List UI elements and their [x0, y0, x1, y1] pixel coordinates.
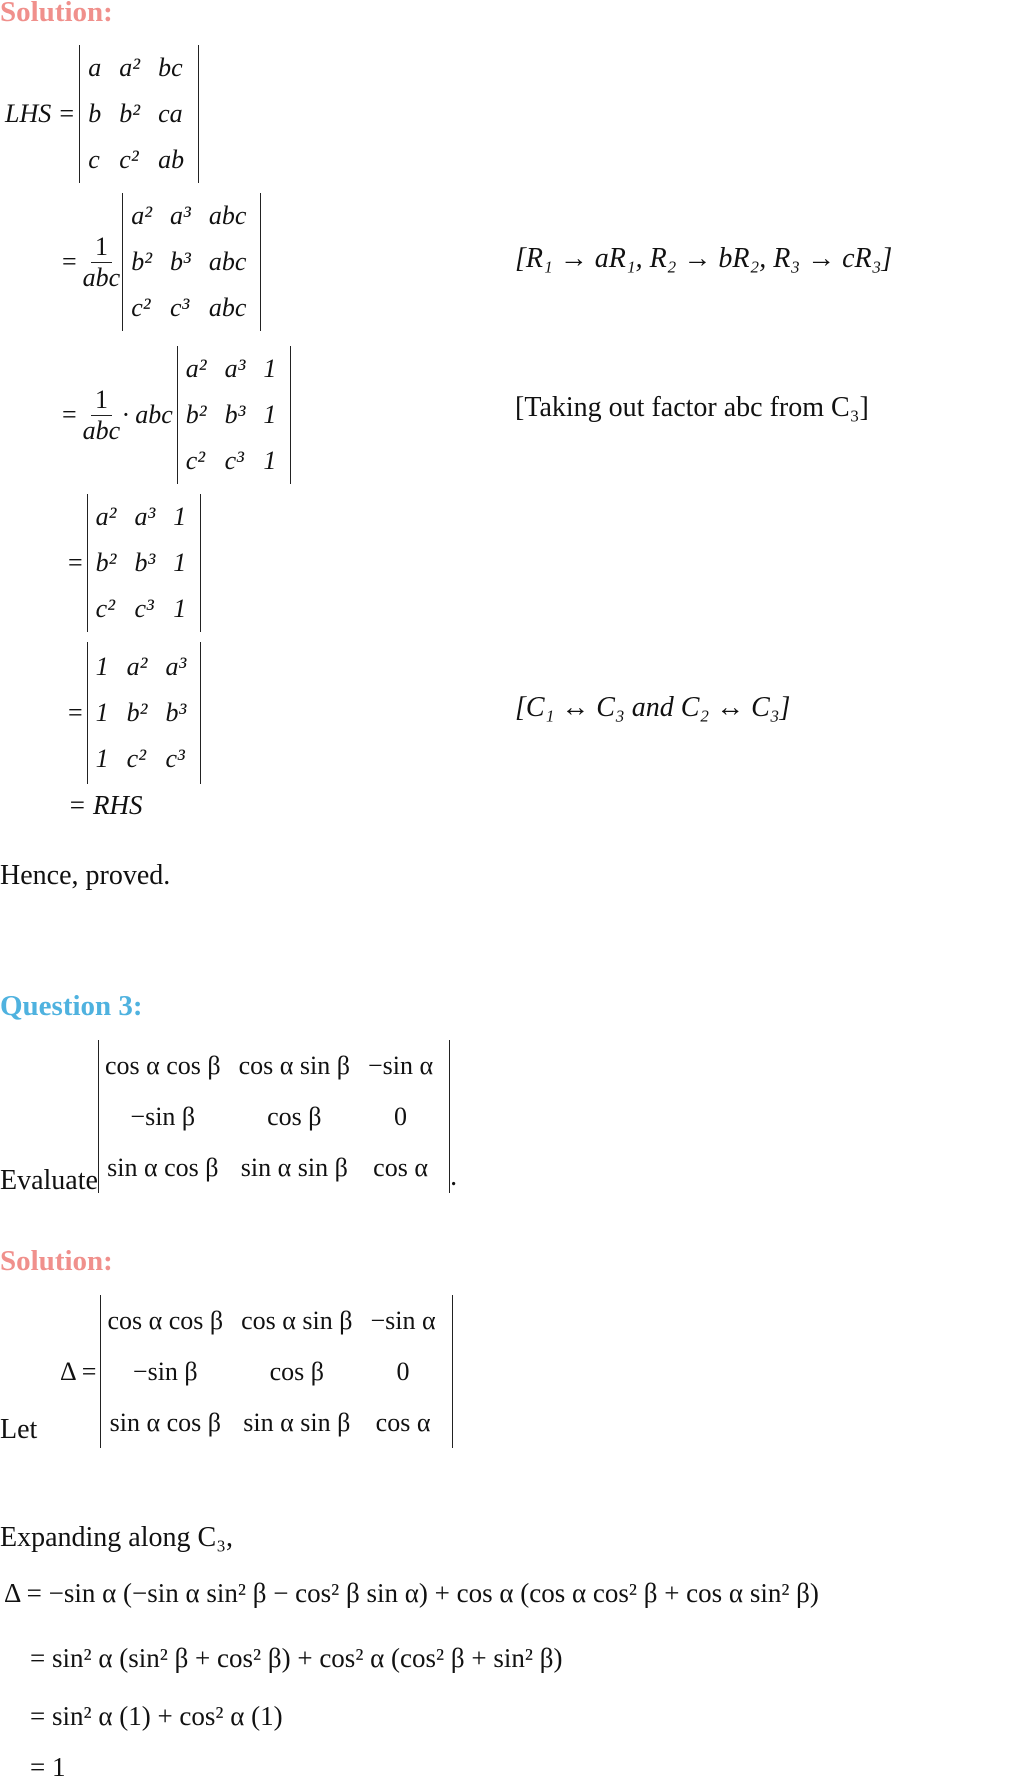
period: .	[450, 1161, 458, 1192]
determinant	[177, 346, 292, 484]
determinant-entry: c²	[131, 293, 151, 322]
multiplier: · abc	[122, 400, 173, 429]
determinant-entry: b	[88, 99, 102, 128]
determinant-row	[90, 586, 199, 632]
determinant-entry: 1	[263, 354, 277, 383]
determinant-entry: a²	[185, 354, 207, 383]
determinant	[122, 193, 261, 331]
equals-sign: =	[62, 247, 77, 276]
determinant-entry: b²	[119, 99, 141, 128]
determinant-row	[90, 736, 199, 782]
determinant-entry: c²	[185, 446, 206, 475]
determinant-row	[90, 644, 199, 690]
determinant-entry: c³	[134, 594, 154, 623]
determinant-entry: c	[88, 145, 100, 174]
determinant-row	[125, 193, 258, 239]
evaluate-label: Evaluate	[0, 1165, 98, 1196]
step-5	[68, 642, 201, 784]
equals-sign: =	[68, 548, 83, 577]
determinant-row	[101, 1040, 447, 1091]
determinant-entry: cos α cos β	[104, 1050, 221, 1080]
determinant-entry: a²	[126, 652, 148, 681]
determinant-entry: cos α cos β	[107, 1305, 224, 1335]
determinant-entry: 1	[95, 652, 109, 681]
denominator: abc	[82, 262, 121, 292]
determinant-entry: b²	[95, 548, 117, 577]
determinant	[87, 494, 202, 632]
determinant-row	[180, 392, 289, 438]
determinant-entry: c²	[119, 145, 139, 174]
determinant-entry: cos α	[375, 1407, 431, 1437]
determinant-entry: cos α	[373, 1152, 428, 1182]
step-1	[5, 45, 199, 183]
determinant-entry: −sin β	[130, 1101, 196, 1131]
determinant-entry: 0	[394, 1101, 408, 1131]
determinant-grid	[101, 1040, 447, 1193]
determinant-entry: b³	[170, 247, 191, 276]
determinant-entry: a²	[131, 201, 153, 230]
determinant-entry: ca	[158, 99, 183, 128]
determinant-entry: 1	[95, 744, 109, 773]
determinant-entry: b³	[165, 698, 187, 727]
operation-note: [R₁ → aR₁, R₂ → bR₂, R₃ → cR₃]	[515, 243, 893, 274]
determinant	[98, 1040, 450, 1193]
determinant-entry: cos α sin β	[238, 1050, 350, 1080]
expansion-line: = 1	[30, 1752, 66, 1782]
expanding-text: Expanding along C₃,	[0, 1522, 233, 1553]
determinant-entry: c²	[126, 744, 147, 773]
question-heading: Question 3:	[0, 990, 143, 1022]
determinant-entry: abc	[208, 293, 247, 322]
determinant-entry: b²	[131, 247, 153, 276]
determinant-entry: a³	[165, 652, 187, 681]
determinant-grid	[103, 1295, 449, 1448]
determinant-entry: cos β	[269, 1356, 324, 1386]
determinant-row	[82, 137, 196, 183]
delta-label: Δ =	[60, 1356, 97, 1386]
determinant-entry: 1	[95, 698, 109, 727]
operation-note: [Taking out factor abc from C₃]	[515, 392, 869, 423]
determinant-entry: ab	[158, 145, 185, 174]
determinant-entry: sin α sin β	[240, 1152, 348, 1182]
determinant-entry: cos α sin β	[241, 1305, 353, 1335]
expansion-line: Δ = −sin α (−sin α sin² β − cos² β sin α) + cos α (cos α cos² β + cos α sin² β)	[4, 1578, 819, 1608]
determinant-grid	[90, 644, 199, 782]
fraction	[83, 385, 121, 446]
determinant-grid	[90, 494, 199, 632]
determinant	[87, 642, 202, 784]
determinant-entry: b²	[185, 400, 207, 429]
determinant-row	[103, 1295, 449, 1346]
determinant-entry: 1	[173, 502, 187, 531]
determinant-entry: 1	[263, 446, 277, 475]
determinant-grid	[125, 193, 258, 331]
conclusion: Hence, proved.	[0, 860, 171, 891]
determinant-entry: a³	[224, 354, 246, 383]
determinant-row	[82, 45, 196, 91]
question-statement	[0, 1040, 458, 1196]
determinant-entry: a³	[170, 201, 191, 230]
determinant-entry: −sin α	[370, 1305, 436, 1335]
determinant-grid	[180, 346, 289, 484]
equals-sign: =	[62, 400, 77, 429]
determinant-entry: a	[88, 53, 102, 82]
determinant-entry: b³	[224, 400, 246, 429]
step-3	[62, 346, 291, 484]
determinant-entry: c²	[95, 594, 116, 623]
determinant-entry: 1	[263, 400, 277, 429]
numerator: 1	[91, 385, 112, 416]
determinant-entry: a²	[119, 53, 141, 82]
rhs-line: = RHS	[68, 790, 143, 820]
delta-definition	[60, 1295, 453, 1448]
determinant-entry: sin α sin β	[243, 1407, 351, 1437]
step-2	[62, 193, 261, 331]
expansion-line: = sin² α (sin² β + cos² β) + cos² α (cos² β + sin² β)	[30, 1643, 563, 1673]
solution-heading: Solution:	[0, 0, 113, 28]
determinant-row	[125, 239, 258, 285]
determinant-row	[125, 285, 258, 331]
determinant-entry: 1	[173, 548, 187, 577]
determinant-row	[103, 1397, 449, 1448]
determinant-entry: 1	[173, 594, 187, 623]
determinant-row	[90, 540, 199, 586]
determinant-row	[180, 346, 289, 392]
determinant-row	[90, 494, 199, 540]
determinant-entry: abc	[208, 247, 247, 276]
denominator: abc	[82, 415, 121, 445]
determinant-grid	[82, 45, 196, 183]
determinant-row	[103, 1346, 449, 1397]
lhs-label: LHS =	[5, 99, 76, 128]
determinant-entry: −sin β	[132, 1356, 198, 1386]
solution-heading: Solution:	[0, 1245, 113, 1277]
determinant-entry: c³	[165, 744, 185, 773]
determinant-entry: a³	[134, 502, 156, 531]
determinant-entry: b³	[134, 548, 156, 577]
determinant-entry: bc	[158, 53, 183, 82]
determinant-row	[82, 91, 196, 137]
expansion-line: = sin² α (1) + cos² α (1)	[30, 1701, 283, 1731]
numerator: 1	[91, 232, 112, 263]
determinant	[100, 1295, 452, 1448]
equals-sign: =	[68, 698, 83, 727]
determinant	[79, 45, 199, 183]
determinant-row	[101, 1091, 447, 1142]
determinant-entry: abc	[208, 201, 247, 230]
determinant-entry: 0	[396, 1356, 410, 1386]
determinant-entry: b²	[126, 698, 148, 727]
step-4	[68, 494, 201, 632]
determinant-entry: c³	[224, 446, 244, 475]
determinant-row	[180, 438, 289, 484]
operation-note: [C₁ ↔ C₃ and C₂ ↔ C₃]	[515, 692, 791, 723]
determinant-entry: a²	[95, 502, 117, 531]
determinant-row	[101, 1142, 447, 1193]
let-label: Let	[0, 1414, 38, 1445]
determinant-entry: sin α cos β	[107, 1152, 219, 1182]
determinant-entry: cos β	[267, 1101, 322, 1131]
determinant-entry: c³	[170, 293, 190, 322]
determinant-entry: −sin α	[367, 1050, 434, 1080]
determinant-row	[90, 690, 199, 736]
determinant-entry: sin α cos β	[109, 1407, 221, 1437]
fraction	[83, 232, 121, 293]
